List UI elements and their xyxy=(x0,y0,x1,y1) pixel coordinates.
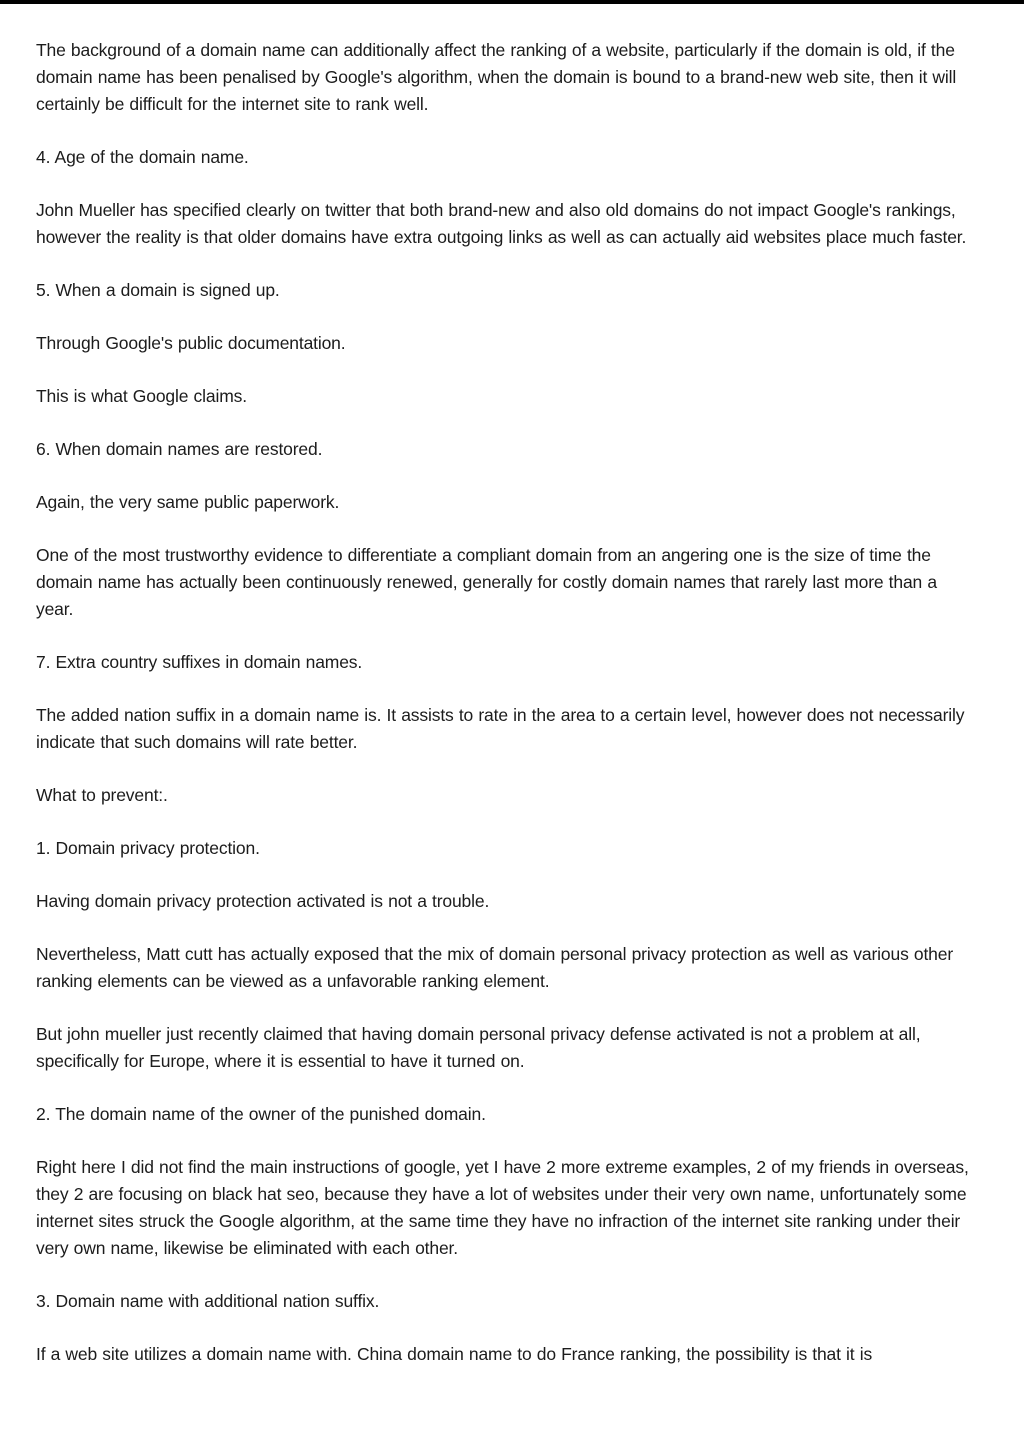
paragraph: 6. When domain names are restored. xyxy=(36,439,323,459)
paragraph: 7. Extra country suffixes in domain names. xyxy=(36,652,363,672)
paragraph: 2. The domain name of the owner of the punished domain. xyxy=(36,1104,486,1124)
paragraph: 4. Age of the domain name. xyxy=(36,147,249,167)
paragraph: If a web site utilizes a domain name with. China domain name to do France ranking, the possibility is that it is xyxy=(36,1344,873,1364)
paragraph: The background of a domain name can additionally affect the ranking of a website, particularly if the domain is old, if the domain name has been penalised by Google's algorithm, when the domain is bound to a brand-new web site, then it will certainly be difficult for the internet site to rank well. xyxy=(36,40,957,114)
paragraph: 1. Domain privacy protection. xyxy=(36,838,260,858)
paragraph: What to prevent:. xyxy=(36,785,168,805)
paragraph: John Mueller has specified clearly on twitter that both brand-new and also old domains do not impact Google's rankings, however the reality is that older domains have extra outgoing links as well as can actually aid websites place much faster. xyxy=(36,200,967,247)
paragraph: Right here I did not find the main instructions of google, yet I have 2 more extreme examples, 2 of my friends in overseas, they 2 are focusing on black hat seo, because they have a lot of websites under their very own name, unfortunately some internet sites struck the Google algorithm, at the same time they have no infraction of the internet site ranking under their very own name, likewise be eliminated with each other. xyxy=(36,1157,969,1258)
paragraph: 3. Domain name with additional nation suffix. xyxy=(36,1291,380,1311)
paragraph: This is what Google claims. xyxy=(36,386,247,406)
paragraph: One of the most trustworthy evidence to differentiate a compliant domain from an angering one is the size of time the domain name has actually been continuously renewed, generally for costly domain names that rarely last more than a year. xyxy=(36,545,937,619)
document-page xyxy=(0,4,1024,1368)
paragraph: 5. When a domain is signed up. xyxy=(36,280,280,300)
paragraph: Again, the very same public paperwork. xyxy=(36,492,340,512)
paragraph: Nevertheless, Matt cutt has actually exposed that the mix of domain personal privacy protection as well as various other ranking elements can be viewed as a unfavorable ranking element. xyxy=(36,944,954,991)
paragraph: The added nation suffix in a domain name is. It assists to rate in the area to a certain level, however does not necessarily indicate that such domains will rate better. xyxy=(36,705,965,752)
paragraph: Through Google's public documentation. xyxy=(36,333,346,353)
paragraph: But john mueller just recently claimed that having domain personal privacy defense activated is not a problem at all, specifically for Europe, where it is essential to have it turned on. xyxy=(36,1024,921,1071)
paragraph: Having domain privacy protection activated is not a trouble. xyxy=(36,891,490,911)
